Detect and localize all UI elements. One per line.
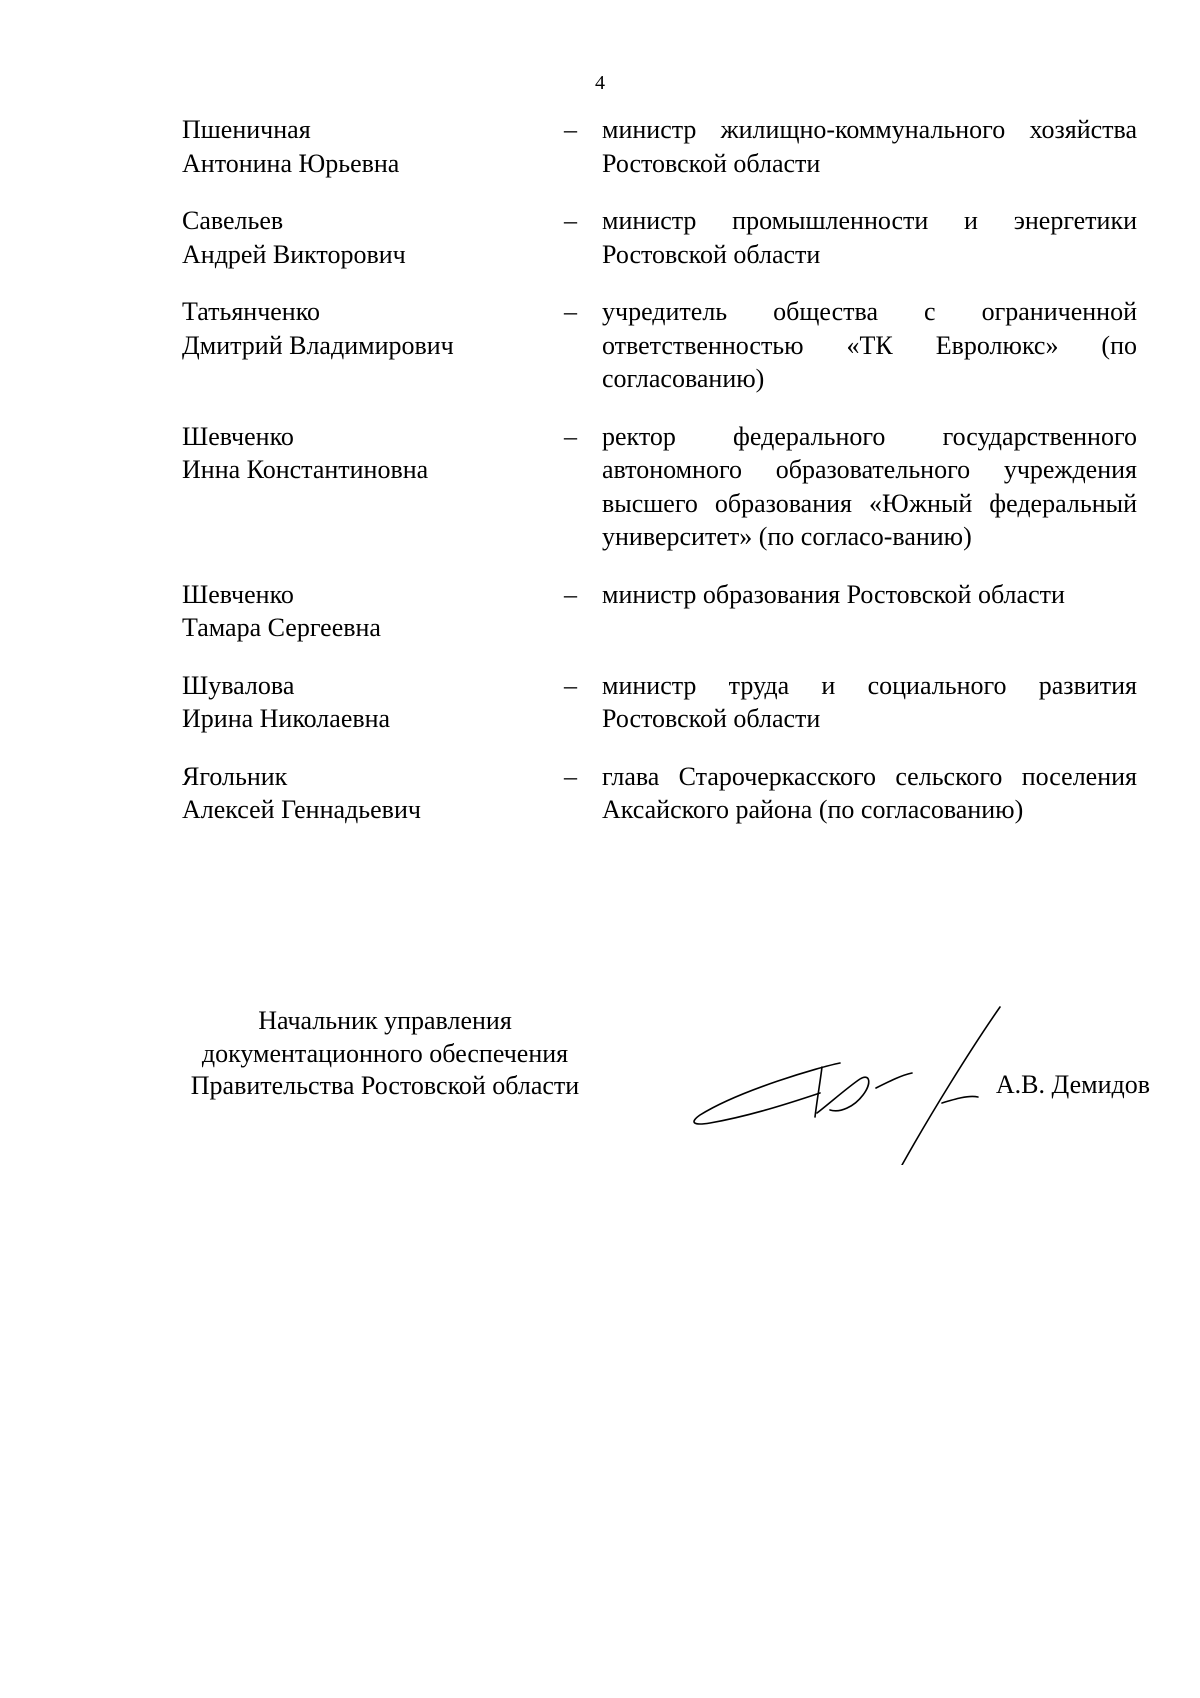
member-role: глава Старочеркасского сельского поселения Аксайского района (по согласованию): [602, 761, 1137, 824]
member-name: [182, 420, 564, 554]
member-given-names: Дмитрий Владимирович: [182, 330, 454, 360]
signatory-position-line: Начальник управления: [258, 1006, 512, 1035]
member-given-names: Антонина Юрьевна: [182, 148, 400, 178]
member-name: [182, 113, 564, 180]
member-row: [182, 669, 1137, 736]
member-surname: Шевченко: [182, 421, 294, 451]
member-given-names: Ирина Николаевна: [182, 704, 391, 733]
member-dash: –: [564, 206, 577, 235]
member-row: [182, 113, 1137, 180]
member-given-names: Тамара Сергеевна: [182, 613, 381, 642]
member-dash: –: [564, 115, 577, 144]
member-row: [182, 420, 1137, 554]
member-role: министр промышленности и энергетики Ростовской области: [602, 206, 1137, 269]
signatory-position-line: Правительства Ростовской области: [190, 1071, 580, 1100]
page-number: 4: [595, 72, 605, 94]
member-surname: Савельев: [182, 206, 284, 235]
member-role: министр труда и социального развития Ростовской области: [602, 670, 1137, 733]
commission-members-list: [182, 113, 1137, 851]
member-dash: –: [564, 297, 577, 326]
member-name: [182, 760, 564, 827]
member-name: [182, 578, 564, 645]
member-role: министр образования Ростовской области: [602, 579, 1065, 609]
member-surname: Ягольник: [182, 761, 288, 791]
member-row: [182, 578, 1137, 645]
member-surname: Шувалова: [182, 670, 295, 700]
member-given-names: Андрей Викторович: [182, 239, 406, 269]
signatory-position-line: документационного обеспечения: [201, 1038, 569, 1068]
member-role: ректор федерального государственного автономного образовательного учреждения высшего образования «Южный федеральный университет» (по согласо-ванию): [602, 421, 1137, 551]
member-row: [182, 295, 1137, 396]
member-given-names: Инна Константиновна: [182, 455, 429, 484]
member-dash: –: [564, 761, 577, 791]
member-dash: –: [564, 670, 577, 700]
member-given-names: Алексей Геннадьевич: [182, 795, 421, 824]
member-surname: Шевченко: [182, 579, 294, 609]
member-dash: –: [564, 579, 577, 609]
signatory-name: А.В. Демидов: [995, 1070, 1150, 1099]
member-row: [182, 760, 1137, 827]
member-surname: Пшеничная: [182, 115, 311, 144]
member-name: [182, 669, 564, 736]
signature-block: [160, 1005, 1150, 1165]
member-surname: Татьянченко: [182, 297, 321, 326]
member-name: [182, 295, 564, 396]
member-dash: –: [564, 421, 577, 451]
member-role: учредитель общества с ограниченной ответственностью «ТК Евролюкс» (по согласованию): [602, 297, 1137, 393]
member-row: [182, 204, 1137, 271]
member-role: министр жилищно-коммунального хозяйства Ростовской области: [602, 115, 1137, 178]
signatory-position: [160, 1005, 610, 1103]
member-name: [182, 204, 564, 271]
